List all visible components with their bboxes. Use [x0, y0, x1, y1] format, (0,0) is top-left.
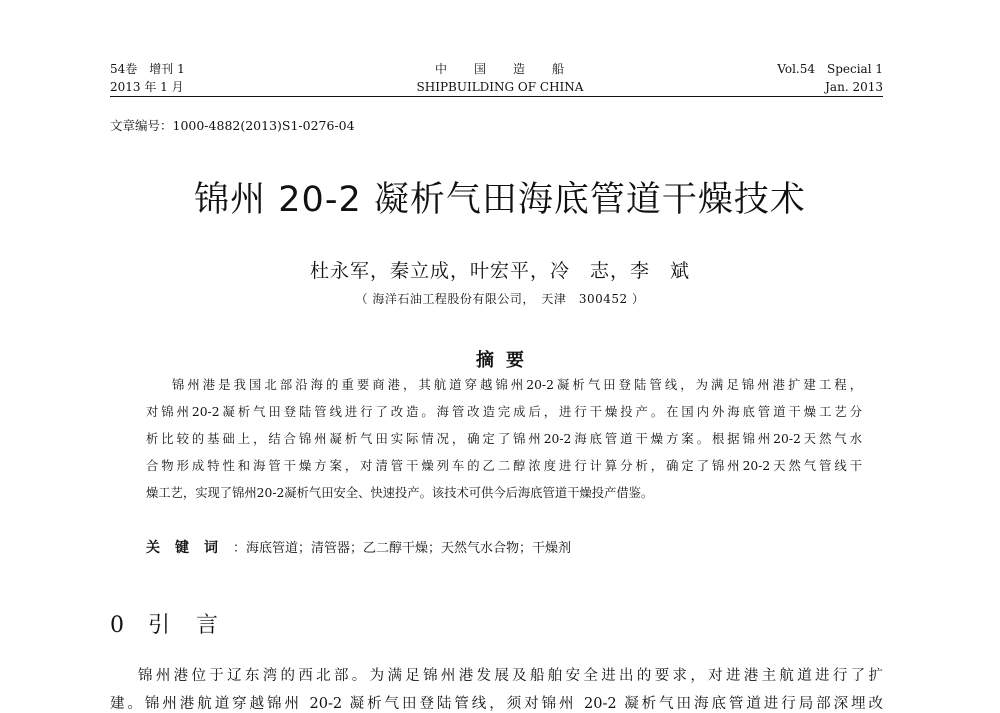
section-number: 0 [110, 613, 126, 638]
keywords-text: ：海底管道；清管器；乙二醇干燥；天然气水合物；干燥剂 [233, 541, 572, 556]
body-line: 建。锦州港航道穿越锦州 20-2 凝析气田登陆管线，须对锦州 20-2 凝析气田海底管道进行局部深埋改 [110, 696, 883, 712]
volume-issue: 54卷 增刊 1 [110, 62, 185, 76]
abstract-line: 燥工艺，实现了锦州20-2凝析气田安全、快速投产。该技术可供今后海底管道干燥投产借鉴。 [146, 486, 654, 500]
keywords-label: 关键词 [146, 540, 233, 556]
section-title: 引 言 [148, 613, 221, 638]
article-number: 文章编号：1000-4882(2013)S1-0276-04 [110, 118, 355, 133]
abstract-line: 锦州港是我国北部沿海的重要商港，其航道穿越锦州20-2凝析气田登陆管线，为满足锦州港扩建工程， [172, 378, 862, 392]
date-en: Jan. 2013 [825, 80, 883, 94]
author-list: 杜永军，秦立成，叶宏平，冷 志，李 斌 [309, 260, 690, 282]
abstract-line: 对锦州20-2凝析气田登陆管线进行了改造。海管改造完成后，进行干燥投产。在国内外海底管道干燥工艺分 [146, 405, 862, 419]
header-rule [110, 96, 883, 97]
keywords [146, 537, 571, 557]
volume-en: Vol.54 Special 1 [777, 62, 883, 76]
journal-name-cn: 中 国 造 船 [434, 62, 565, 76]
abstract-line: 合物形成特性和海管干燥方案，对清管干燥列车的乙二醇浓度进行计算分析，确定了锦州20-2天然气管线干 [146, 459, 862, 473]
paper-title: 锦州 20-2 凝析气田海底管道干燥技术 [194, 180, 806, 220]
journal-name-en: SHIPBUILDING OF CHINA [416, 80, 584, 94]
abstract-line: 析比较的基础上，结合锦州凝析气田实际情况，确定了锦州20-2海底管道干燥方案。根据锦州20-2天然气水 [146, 432, 862, 446]
section-heading [110, 608, 220, 639]
abstract-heading: 摘要 [476, 350, 536, 371]
affiliation: （ 海洋石油工程股份有限公司， 天津 300452 ） [355, 292, 645, 306]
publication-date: 2013 年 1 月 [110, 80, 184, 94]
body-line: 锦州港位于辽东湾的西北部。为满足锦州港发展及船舶安全进出的要求，对进港主航道进行了扩 [138, 668, 883, 684]
